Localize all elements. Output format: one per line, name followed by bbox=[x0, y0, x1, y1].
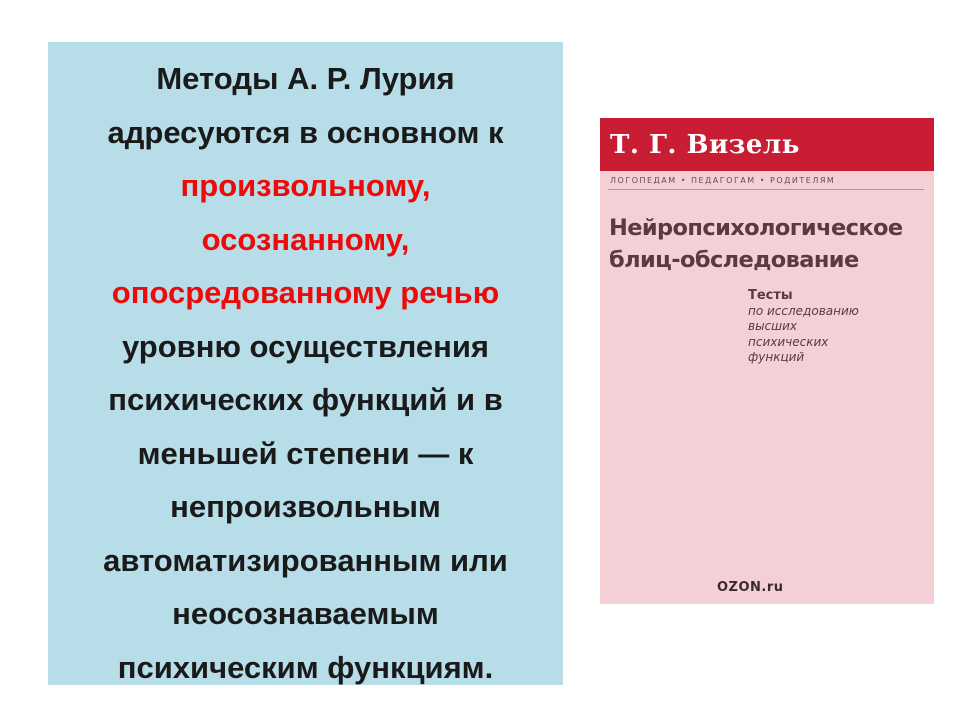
text-line: автоматизированным или bbox=[103, 542, 508, 578]
text-line: уровню осуществления bbox=[121, 328, 490, 364]
book-subtitle-line: высших bbox=[748, 319, 798, 333]
book-subtitle-line: функций bbox=[748, 350, 805, 364]
book-title bbox=[609, 212, 903, 276]
publisher-logo: OZON.ru bbox=[717, 580, 784, 595]
text-line: Методы А. Р. Лурия bbox=[156, 61, 455, 96]
book-title-line: блиц-обследование bbox=[609, 247, 859, 273]
highlighted-text-line: опосредованному речью bbox=[111, 275, 500, 310]
text-line: психическим функциям. bbox=[117, 649, 494, 685]
book-cover-image bbox=[600, 118, 934, 604]
book-title-line: Нейропсихологическое bbox=[609, 215, 903, 241]
slide-text-box bbox=[48, 42, 563, 685]
text-line: адресуются в основном к bbox=[107, 114, 504, 150]
book-audience: ЛОГОПЕДАМ • ПЕДАГОГАМ • РОДИТЕЛЯМ bbox=[610, 176, 836, 185]
text-line: психических функций и в bbox=[108, 382, 503, 417]
text-line: меньшей степени — к bbox=[137, 435, 474, 471]
book-subtitle bbox=[748, 288, 859, 366]
text-line: непроизвольным bbox=[170, 489, 441, 524]
text-line: неосознаваемым bbox=[172, 596, 439, 631]
highlighted-text-line: осознанному, bbox=[201, 221, 410, 257]
book-author: Т. Г. Визель bbox=[610, 130, 800, 160]
divider bbox=[608, 189, 924, 190]
book-subtitle-line: психических bbox=[748, 334, 829, 349]
book-subtitle-line: Тесты bbox=[748, 288, 793, 303]
book-subtitle-line: по исследованию bbox=[748, 303, 859, 318]
highlighted-text-line: произвольному, bbox=[180, 168, 431, 203]
